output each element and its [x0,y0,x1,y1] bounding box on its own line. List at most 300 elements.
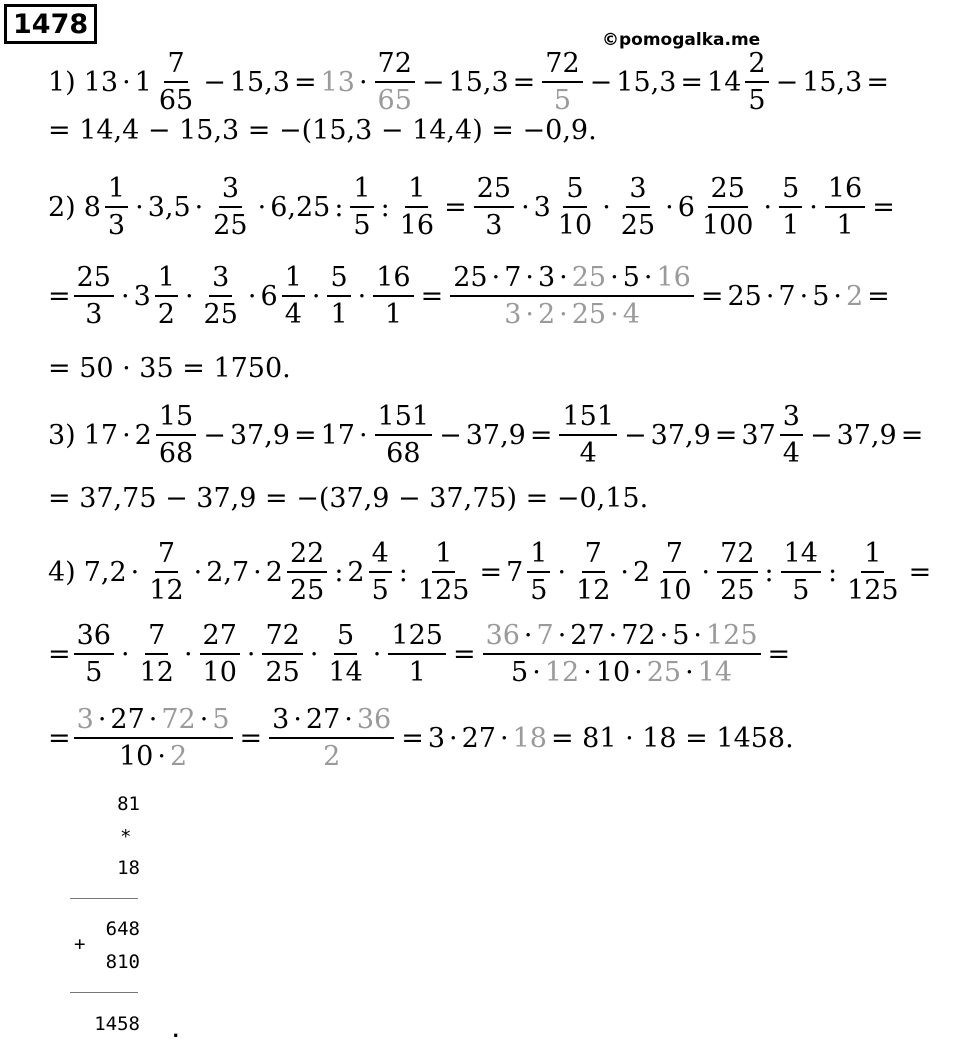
numerator: 3 [780,403,803,436]
divide-sign: : [334,191,344,223]
numerator: 3 [626,175,649,208]
denominator: 4 [782,438,800,469]
fraction [155,264,178,328]
problem-2-label: 2) [48,191,76,223]
denominator [501,297,643,328]
times-sign: · [833,280,842,312]
denominator: 3 [107,210,126,241]
times-sign: · [521,191,530,223]
mixed-number [506,540,553,604]
whole: 7 [506,556,524,588]
numerator: 7 [155,540,178,573]
fraction [825,175,865,239]
denominator: 5 [748,85,766,116]
denominator: 25 [620,210,656,241]
column-multiply-sign: * [120,826,132,848]
numerator: 16 [825,175,865,208]
times-sign: · [665,191,674,223]
denominator: 25 [720,575,755,606]
times-sign: · [344,704,353,735]
whole: 8 [83,191,101,223]
minus-sign: − [624,419,647,451]
whole: 3 [533,191,551,223]
equals-sign: = [420,280,444,312]
whole: 14 [707,66,742,98]
denominator: 25 [213,210,248,241]
denominator: 4 [579,438,597,469]
numerator: 1 [432,540,455,573]
denominator: 1 [782,210,800,241]
times-sign: · [643,262,653,293]
fraction [844,540,902,604]
fraction [74,264,114,328]
fraction [415,540,473,604]
minus-sign: − [203,66,226,98]
denominator: 2 [323,741,341,772]
factor-cancelled: 36 [356,704,392,735]
denominator: 12 [576,575,611,606]
numerator: 1 [861,540,884,573]
denominator: 5 [85,657,103,688]
times-sign: · [525,262,534,293]
denominator: 5 [371,575,389,606]
times-sign: · [583,657,592,688]
fraction [555,175,595,239]
numerator [269,706,394,739]
times-sign: · [148,704,158,735]
numerator: 5 [779,175,802,208]
term: 15,3 [802,66,863,98]
times-sign: · [659,620,669,651]
times-sign: · [523,620,533,651]
fraction [327,264,350,328]
numerator: 1 [282,264,305,297]
denominator: 12 [149,575,184,606]
times-sign: · [799,280,809,312]
numerator: 1 [405,175,428,208]
problem-2-line-1 [48,167,899,247]
equals-sign: = [401,722,424,754]
denominator: 1 [408,657,426,688]
times-sign: · [122,419,131,451]
fraction [156,50,196,114]
equals-sign: = [239,722,263,754]
factor: 3 [537,262,556,293]
equals-sign: = [293,419,317,451]
denominator: 125 [847,575,899,606]
times-sign: · [685,657,694,688]
minus-sign: − [439,419,462,451]
whole: 37 [741,419,776,451]
factor: 27 [570,620,605,651]
column-operand-2: 18 [117,857,140,879]
denominator: 14 [328,657,363,688]
numerator: 125 [388,622,446,655]
equals-sign: = [866,66,889,98]
mixed-number [266,540,331,604]
result-text: = 81 · 18 = 1458. [550,722,794,754]
whole: 3 [133,280,151,312]
column-plus-sign: + [74,933,86,955]
fraction [745,50,768,114]
mixed-number [134,264,181,328]
problem-4-line-1 [48,532,935,612]
times-sign: · [257,191,267,223]
denominator: 1 [384,299,403,330]
denominator: 10 [557,210,593,241]
denominator: 125 [417,575,470,606]
equals-sign: = [900,419,924,451]
numerator: 72 [717,540,757,573]
term: 3,5 [147,191,191,223]
term: 13 [83,66,119,98]
times-sign: · [499,722,509,754]
fraction [781,540,821,604]
times-sign: · [557,556,567,588]
factor-cancelled: 36 [485,620,520,651]
factor-cancelled: 16 [656,262,691,293]
times-sign: · [183,638,193,670]
factor: 5 [622,262,640,293]
numerator: 3 [219,175,242,208]
factor: 25 [727,280,762,312]
times-sign: · [311,280,321,312]
factor-cancelled: 7 [536,620,554,651]
numerator [450,264,694,297]
times-sign: · [358,66,368,98]
fraction [375,50,415,114]
fraction [388,622,446,686]
numerator: 151 [375,403,433,436]
denominator: 25 [289,575,325,606]
denominator: 10 [657,575,692,606]
times-sign: · [372,638,382,670]
term: 15,3 [229,66,290,98]
numerator: 16 [373,264,413,297]
factor: 3 [504,299,522,330]
times-sign: · [253,556,262,588]
denominator: 16 [399,210,435,241]
times-sign: · [608,620,618,651]
denominator: 12 [139,657,174,688]
term: 2,7 [206,556,250,588]
problem-2-line-2 [48,256,894,336]
fraction [325,622,365,686]
equals-sign: = [293,66,317,98]
denominator [508,655,735,686]
factor: 4 [622,299,640,330]
whole: 6 [260,280,278,312]
denominator [116,739,190,770]
equals-sign: = [908,556,932,588]
problem-2-line-3: = 50 · 35 = 1750. [48,352,291,384]
whole: 1 [134,66,152,98]
problem-4-line-3 [48,698,798,778]
equals-sign: = [867,280,890,312]
times-sign: · [199,704,209,735]
equals-sign: = [767,638,791,670]
mixed-number [741,403,806,467]
fraction [397,175,437,239]
term: 17 [320,419,355,451]
fraction [74,706,233,770]
factor: 5 [812,280,830,312]
term: 37,9 [229,419,290,451]
fraction [559,403,617,467]
times-sign: · [693,620,702,651]
fraction [137,622,177,686]
times-sign: · [193,556,203,588]
term: 7,2 [83,556,127,588]
denominator: 1 [836,210,854,241]
denominator: 25 [265,657,300,688]
minus-sign: − [775,66,799,98]
problem-3-line-2: = 37,75 − 37,9 = −(37,9 − 37,75) = −0,15. [48,482,649,514]
denominator: 1 [330,299,348,330]
equals-sign: = [872,191,895,223]
times-sign: · [130,556,140,588]
numerator: 151 [559,403,617,436]
denominator: 10 [202,657,237,688]
equals-sign: = [48,638,71,670]
factor-cancelled: 125 [705,620,758,651]
equals-sign: = [714,419,738,451]
divide-sign: : [334,556,344,588]
fraction [618,175,658,239]
factor: 5 [511,657,529,688]
equals-sign: = [479,556,503,588]
denominator: 68 [158,438,194,469]
fraction [105,175,128,239]
column-partial-1: 648 [105,918,140,940]
factor-cancelled: 2 [169,741,188,772]
denominator: 100 [701,210,754,241]
term: 15,3 [448,66,509,98]
mixed-number [678,175,760,239]
times-sign: · [358,419,368,451]
minus-sign: − [421,66,445,98]
times-sign: · [559,299,568,330]
denominator: 65 [377,85,412,116]
numerator: 27 [200,622,240,655]
term: 37,9 [650,419,711,451]
fraction [527,540,550,604]
times-sign: · [309,638,319,670]
mixed-number [534,175,599,239]
equals-sign: = [452,638,476,670]
mixed-number [135,403,200,467]
fraction [779,175,802,239]
factor: 7 [778,280,796,312]
minus-sign: − [809,419,833,451]
factor: 27 [110,704,145,735]
fraction [573,540,613,604]
times-sign: · [602,191,611,223]
times-sign: · [157,741,166,772]
numerator: 25 [74,264,114,297]
numerator: 2 [745,50,768,83]
numerator: 72 [262,622,302,655]
denominator: 3 [85,299,103,330]
equals-sign: = [529,419,553,451]
numerator: 25 [474,175,514,208]
problem-4-label: 4) [48,556,76,588]
fraction [375,403,433,467]
numerator: 7 [582,540,605,573]
factor-cancelled: 12 [544,657,580,688]
numerator: 4 [369,540,392,573]
column-operand-1: 81 [117,793,140,815]
fraction [74,622,114,686]
times-sign: · [246,638,256,670]
numerator: 1 [527,540,550,573]
times-sign: · [765,280,775,312]
divide-sign: : [380,191,390,223]
times-sign: · [194,191,204,223]
numerator: 3 [209,264,232,297]
term: 6,25 [270,191,331,223]
denominator: 2 [157,299,175,330]
factor: 72 [621,620,656,651]
times-sign: · [135,191,144,223]
minus-sign: − [203,419,226,451]
times-sign: · [559,262,568,293]
denominator: 3 [485,210,503,241]
factor-cancelled: 14 [697,657,733,688]
whole: 2 [134,419,152,451]
numerator: 1 [105,175,128,208]
whole: 2 [347,556,365,588]
factor: 27 [305,704,341,735]
factor: 25 [453,262,488,293]
numerator: 1 [350,175,373,208]
fraction [269,706,394,770]
times-sign: · [293,704,302,735]
factor: 10 [595,657,631,688]
minus-sign: − [589,66,613,98]
fraction [350,175,373,239]
times-sign: · [620,556,629,588]
fraction [654,540,694,604]
factor: 10 [118,741,154,772]
denominator: 65 [158,85,194,116]
factor-cancelled: 25 [571,262,607,293]
column-rule-2 [70,992,138,993]
fraction [542,50,582,114]
mixed-number [707,50,772,114]
times-sign: · [357,280,367,312]
mixed-number [84,175,131,239]
numerator: 36 [74,622,114,655]
whole: 2 [633,556,651,588]
factor: 2 [537,299,556,330]
numerator: 5 [334,622,357,655]
fraction [201,264,241,328]
factor-cancelled: 5 [212,704,230,735]
numerator [74,706,233,739]
times-sign: · [763,191,773,223]
factor: 25 [571,299,607,330]
numerator: 14 [781,540,821,573]
term: 37,9 [465,419,526,451]
mixed-number [135,50,200,114]
problem-4-line-2 [48,614,794,694]
equals-sign: = [680,66,704,98]
equals-sign: = [700,280,724,312]
factor-cancelled: 18 [512,722,547,754]
numerator: 5 [563,175,586,208]
whole: 2 [265,556,283,588]
factor: 3 [427,722,446,754]
times-sign: · [557,620,567,651]
column-partial-2: 810 [105,951,140,973]
factor-cancelled: 72 [161,704,196,735]
fraction [262,622,302,686]
denominator: 5 [353,210,371,241]
column-result: 1458 [94,1013,140,1035]
fraction [369,540,392,604]
numerator: 72 [542,50,582,83]
numerator: 15 [156,403,196,436]
problem-1-label: 1) [48,66,76,98]
times-sign: · [634,657,643,688]
fraction [780,403,803,467]
fraction [210,175,250,239]
fraction [282,264,305,328]
denominator: 5 [553,85,572,116]
times-sign: · [247,280,257,312]
numerator: 1 [155,264,178,297]
term: 37,9 [836,419,897,451]
term-cancelled: 13 [320,66,355,98]
fraction [156,403,196,467]
equals-sign: = [48,280,71,312]
factor-cancelled: 3 [76,704,94,735]
problem-3-label: 3) [48,419,76,451]
problem-3-line-1 [48,395,927,475]
fraction [287,540,327,604]
numerator: 22 [287,540,327,573]
factor-cancelled: 25 [646,657,682,688]
equals-sign: = [48,722,71,754]
factor: 5 [672,620,690,651]
whole: 6 [677,191,695,223]
factor: 3 [272,704,290,735]
task-number: 1478 [4,4,97,44]
times-sign: · [184,280,194,312]
denominator: 4 [284,299,302,330]
column-rule-1 [70,898,138,899]
mixed-number [261,264,308,328]
divide-sign: : [764,556,774,588]
divide-sign: : [398,556,408,588]
mixed-number [633,540,698,604]
fraction [200,622,240,686]
times-sign: · [120,638,130,670]
times-sign: · [120,280,130,312]
denominator: 5 [530,575,548,606]
denominator: 68 [386,438,421,469]
times-sign: · [610,299,619,330]
factor: 7 [504,262,522,293]
numerator: 5 [327,264,350,297]
equals-sign: = [444,191,467,223]
numerator: 72 [375,50,415,83]
numerator [483,622,761,655]
factor-cancelled: 2 [845,280,864,312]
times-sign: · [449,722,458,754]
times-sign: · [610,262,619,293]
